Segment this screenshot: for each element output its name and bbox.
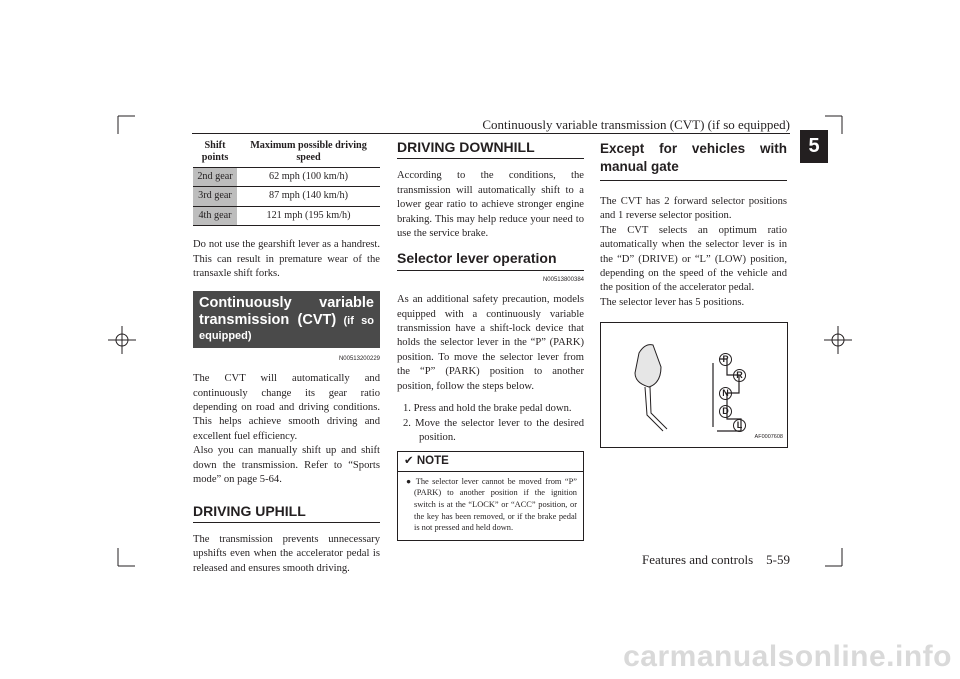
table-cell-speed: 62 mph (100 km/h): [237, 168, 380, 187]
column-3: [600, 138, 787, 448]
paragraph-downhill: According to the conditions, the transmission will automatically shift to a lower gear ratio to achieve stronger engine braking. This may help reduce your need to use the service brake.: [397, 170, 584, 240]
table-header-row: [193, 138, 380, 168]
section-heading-selector: Selector lever operation: [397, 249, 584, 270]
table-row: [193, 206, 380, 225]
bullet-icon: ●: [406, 476, 413, 486]
page-footer: Features and controls 5-59: [641, 552, 790, 567]
table-header-shift-points: Shift points: [193, 138, 237, 168]
paragraph-selector-positions: The CVT has 2 forward selector positions and 1 reverse selector position.: [600, 196, 787, 222]
running-header: Continuously variable transmission (CVT) (if so equipped): [482, 117, 790, 132]
gear-position-n: N: [719, 387, 732, 400]
note-text: [404, 476, 577, 534]
table-header-max-speed: Maximum possible driving speed: [237, 138, 380, 168]
paragraph-cvt-intro: The CVT will automatically and continuously change its gear ratio depending on road and driving conditions. This helps achieve smooth driving and excellent fuel efficiency.: [193, 373, 380, 442]
table-row: [193, 187, 380, 206]
section-heading-manual-gate: Except for vehicles with manual gate: [600, 138, 787, 181]
section-heading-downhill: DRIVING DOWNHILL: [397, 138, 584, 159]
list-item: 1. Press and hold the brake pedal down.: [403, 403, 572, 415]
table-cell-speed: 87 mph (140 km/h): [237, 187, 380, 206]
note-box: [397, 451, 584, 540]
gear-position-r: R: [733, 369, 746, 382]
paragraph-five-positions: The selector lever has 5 positions.: [600, 296, 745, 308]
column-1: [193, 138, 380, 584]
section-heading-cvt: [193, 291, 380, 347]
paragraph-shift-lock: As an additional safety precaution, models equipped with a continuously variable transmission have a shift-lock device that holds the selector lever in the “P” (PARK) position. To move the selector lever from the “P” (PARK) position to another position, follow the steps below.: [397, 294, 584, 392]
selector-lever-figure: [600, 322, 788, 448]
document-code: N00513200229: [338, 355, 380, 362]
gear-position-p: P: [719, 353, 732, 366]
selector-lever-illustration: [601, 323, 787, 447]
table-cell-gear: 2nd gear: [193, 168, 237, 187]
table-cell-speed: 121 mph (195 km/h): [237, 206, 380, 225]
chapter-tab: 5: [800, 130, 828, 163]
note-body: The selector lever cannot be moved from “P” (PARK) to another position if the ignition switch is at the “LOCK” or “ACC” position, or the key has been removed, or if the brake pedal is not pressed and held down.: [414, 476, 577, 533]
column-2: [397, 138, 584, 541]
table-cell-gear: 3rd gear: [193, 187, 237, 206]
note-header: [398, 452, 583, 471]
document-code: N00513800384: [542, 276, 584, 283]
shift-speed-table: [193, 138, 380, 226]
paragraph-handrest-warning: Do not use the gearshift lever as a handrest. This can result in premature wear of the transaxle shift forks.: [193, 239, 380, 280]
note-icon: ✔: [404, 455, 414, 468]
note-title: NOTE: [416, 455, 449, 468]
section-heading-cvt-title: Continuously variable transmission (CVT): [199, 295, 374, 329]
watermark: carmanualsonline.info: [623, 640, 952, 673]
table-row: [193, 168, 380, 187]
section-heading-cvt-suffix: (if so equipped): [199, 315, 374, 343]
section-heading-uphill: DRIVING UPHILL: [193, 502, 380, 523]
paragraph-optimum-ratio: The CVT selects an optimum ratio automatically when the selector lever is in the “D” (DRIVE) or “L” (LOW) position, depending on the speed of the vehicle and the position of the accelerator pedal.: [600, 224, 787, 294]
gear-position-d: D: [719, 405, 732, 418]
step-list: [397, 402, 584, 445]
paragraph-cvt-manual: Also you can manually shift up and shift down the transmission. Refer to “Sports mode” on page 5-64.: [193, 445, 380, 486]
table-cell-gear: 4th gear: [193, 206, 237, 225]
figure-code: AF0007608: [754, 433, 783, 440]
header-rule: [192, 133, 790, 134]
gear-position-l: L: [733, 419, 746, 432]
list-item: 2. Move the selector lever to the desired position.: [403, 417, 584, 443]
paragraph-uphill: The transmission prevents unnecessary upshifts even when the accelerator pedal is released and ensures smooth driving.: [193, 533, 380, 574]
